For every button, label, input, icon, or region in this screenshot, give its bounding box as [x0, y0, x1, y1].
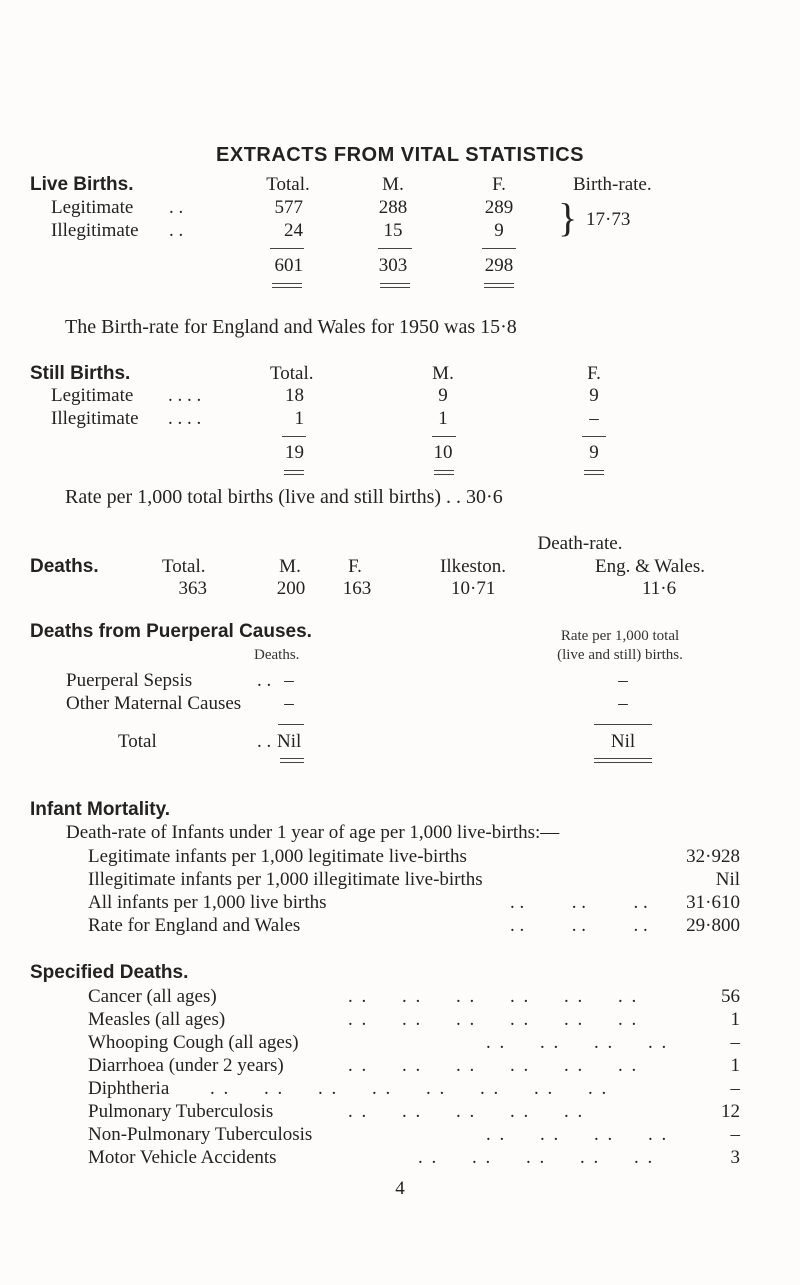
row-leader: . . . . . . . . . . . . . . . . [210, 1078, 609, 1099]
live-births-cell: 9 [494, 220, 504, 241]
live-births-cell: 288 [378, 197, 408, 218]
total-double-rule [280, 758, 304, 763]
subtotal-rule [378, 248, 412, 249]
still-births-cell: 1 [438, 408, 448, 429]
still-births-col-f: F. [587, 363, 601, 384]
live-births-cell: 289 [484, 197, 514, 218]
row-leader: . . . . [168, 385, 202, 406]
specified-row-value: 12 [721, 1101, 740, 1122]
specified-row-value: – [730, 1032, 740, 1053]
row-leader: . . [257, 670, 272, 691]
row-leader: . . . . . . . . . . [348, 1101, 585, 1122]
subtotal-rule [282, 436, 306, 437]
death-rate-eng: 11·6 [642, 578, 677, 599]
puerperal-total-label: Total [118, 731, 157, 752]
total-double-rule [584, 470, 604, 475]
subtotal-rule [482, 248, 516, 249]
still-births-cell: – [589, 408, 599, 429]
deaths-col-m: M. [279, 556, 301, 577]
puerperal-cell: – [618, 693, 628, 714]
still-births-row-label: Legitimate [51, 385, 134, 406]
still-births-cell: 9 [589, 385, 599, 406]
still-births-cell: 1 [294, 408, 304, 429]
row-leader: . . . . . . [510, 892, 648, 913]
birth-rate-note: The Birth-rate for England and Wales for 1950 was 15·8 [65, 316, 517, 338]
puerperal-cell: – [618, 670, 628, 691]
specified-row-label: Measles (all ages) [88, 1009, 226, 1030]
row-leader: . . . . . . . . . . . . [348, 1009, 639, 1030]
still-births-heading: Still Births. [30, 363, 131, 384]
death-rate-ilkeston: 10·71 [451, 578, 496, 599]
live-births-row-label: Legitimate [51, 197, 134, 218]
total-double-rule [484, 283, 514, 288]
row-leader: . . . . . . . . . . . . [348, 986, 639, 1007]
deaths-f: 163 [342, 578, 372, 599]
live-births-col-m: M. [382, 174, 404, 195]
row-leader: . . . . . . . . [486, 1124, 669, 1145]
row-leader: . . [169, 220, 184, 241]
still-births-total: 9 [589, 442, 599, 463]
subtotal-rule [432, 436, 456, 437]
subtotal-rule [594, 724, 652, 725]
specified-row-value: 1 [730, 1009, 740, 1030]
deaths-col-ilkeston: Ilkeston. [440, 556, 506, 577]
infant-row-label: Illegitimate infants per 1,000 illegitimate live-births [88, 869, 483, 890]
deaths-col-total: Total. [162, 556, 206, 577]
specified-row-label: Cancer (all ages) [88, 986, 217, 1007]
infant-row-value: 31·610 [686, 892, 740, 913]
still-births-total: 10 [433, 442, 453, 463]
birth-rate-value: 17·73 [586, 209, 631, 230]
live-births-col-f: F. [492, 174, 506, 195]
deaths-heading: Deaths. [30, 556, 99, 577]
infant-heading: Infant Mortality. [30, 799, 171, 820]
row-leader: . . . . . . . . [486, 1032, 669, 1053]
subtotal-rule [278, 724, 304, 725]
specified-row-label: Non-Pulmonary Tuberculosis [88, 1124, 313, 1145]
still-birth-rate-line: Rate per 1,000 total births (live and still births) . . 30·6 [65, 486, 503, 508]
live-births-heading: Live Births. [30, 174, 134, 195]
specified-row-label: Pulmonary Tuberculosis [88, 1101, 274, 1122]
live-births-cell: 577 [274, 197, 303, 218]
specified-heading: Specified Deaths. [30, 962, 189, 983]
specified-row-value: – [730, 1078, 740, 1099]
total-double-rule [434, 470, 454, 475]
subtotal-rule [270, 248, 304, 249]
puerperal-col-rate-2: (live and still) births. [557, 647, 683, 663]
specified-row-label: Whooping Cough (all ages) [88, 1032, 299, 1053]
puerperal-row-label: Other Maternal Causes [66, 693, 242, 714]
still-births-cell: 18 [285, 385, 304, 406]
puerperal-col-deaths: Deaths. [254, 647, 300, 663]
specified-row-value: 1 [730, 1055, 740, 1076]
row-leader: . . . . . . [510, 915, 648, 936]
brace-icon: } [558, 195, 578, 240]
row-leader: . . . . [168, 408, 202, 429]
row-leader: . . [169, 197, 184, 218]
specified-row-label: Motor Vehicle Accidents [88, 1147, 277, 1168]
specified-row-value: 56 [721, 986, 740, 1007]
infant-row-value: 29·800 [686, 915, 740, 936]
live-births-col-total: Total. [266, 174, 310, 195]
deaths-total: 363 [178, 578, 207, 599]
specified-row-value: – [730, 1124, 740, 1145]
death-rate-heading: Death-rate. [537, 533, 623, 554]
specified-row-label: Diphtheria [88, 1078, 170, 1099]
deaths-col-f: F. [348, 556, 362, 577]
infant-row-label: Legitimate infants per 1,000 legitimate live-births [88, 846, 467, 867]
live-births-cell: 24 [284, 220, 303, 241]
puerperal-col-rate-1: Rate per 1,000 total [560, 628, 680, 644]
still-births-total: 19 [285, 442, 304, 463]
page-number: 4 [395, 1178, 405, 1199]
live-births-total: 298 [484, 255, 514, 276]
subtotal-rule [582, 436, 606, 437]
deaths-col-eng: Eng. & Wales. [595, 556, 705, 577]
still-births-col-total: Total. [270, 363, 314, 384]
row-leader: . . . . . . . . . . [418, 1147, 655, 1168]
still-births-col-m: M. [432, 363, 454, 384]
deaths-m: 200 [276, 578, 306, 599]
specified-row-value: 3 [730, 1147, 740, 1168]
row-leader: . . . . . . . . . . . . [348, 1055, 639, 1076]
still-births-cell: 9 [438, 385, 448, 406]
infant-row-value: 32·928 [686, 846, 740, 867]
puerperal-cell: – [284, 670, 294, 691]
infant-row-value: Nil [715, 869, 740, 890]
puerperal-cell: – [284, 693, 294, 714]
live-births-row-label: Illegitimate [51, 220, 139, 241]
page-title: EXTRACTS FROM VITAL STATISTICS [216, 144, 584, 166]
total-double-rule [284, 470, 304, 475]
live-births-cell: 15 [383, 220, 403, 241]
puerperal-total-deaths: Nil [277, 731, 302, 752]
live-births-col-rate: Birth-rate. [573, 174, 652, 195]
row-leader: . . [257, 731, 272, 752]
specified-row-label: Diarrhoea (under 2 years) [88, 1055, 284, 1076]
puerperal-total-rate: Nil [610, 731, 636, 752]
total-double-rule [272, 283, 302, 288]
total-double-rule [380, 283, 410, 288]
live-births-total: 303 [378, 255, 408, 276]
still-births-row-label: Illegitimate [51, 408, 139, 429]
infant-row-label: All infants per 1,000 live births [88, 892, 327, 913]
puerperal-row-label: Puerperal Sepsis [66, 670, 193, 691]
total-double-rule [594, 758, 652, 763]
infant-row-label: Rate for England and Wales [88, 915, 301, 936]
infant-intro: Death-rate of Infants under 1 year of age per 1,000 live-births:— [66, 822, 560, 843]
live-births-total: 601 [274, 255, 303, 276]
puerperal-heading: Deaths from Puerperal Causes. [30, 621, 312, 642]
